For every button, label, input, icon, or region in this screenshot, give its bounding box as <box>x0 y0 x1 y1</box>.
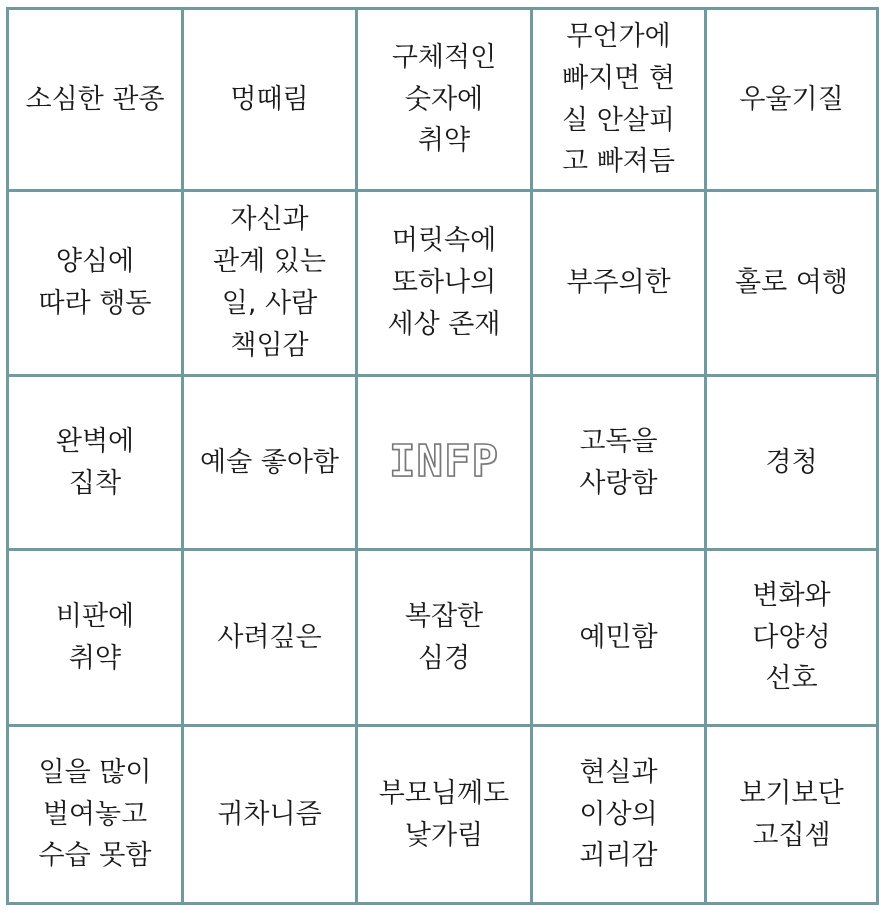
bingo-cell: 보기보단 고집셈 <box>739 777 844 851</box>
bingo-cell: 비판에 취약 <box>9 551 184 727</box>
bingo-cell: 홀로 여행 <box>707 192 876 377</box>
bingo-cell: 우울기질 <box>707 10 876 192</box>
bingo-cell: 머릿속에 또하나의 세상 존재 <box>358 192 533 377</box>
bingo-cell: 복잡한 심경 <box>358 551 533 727</box>
bingo-cell: 현실과 이상의 괴리감 <box>533 727 707 902</box>
bingo-cell: 부주의한 <box>533 192 707 377</box>
bingo-cell: 구체적인 숫자에 취약 <box>358 10 533 192</box>
bingo-cell: 완벽에 집착 <box>9 377 184 551</box>
bingo-cell: 일을 많이 벌여놓고 수습 못함 <box>9 727 184 902</box>
bingo-cell: 부모님께도 낯가림 <box>358 727 533 902</box>
bingo-cell: 양심에 따라 행동 <box>9 192 184 377</box>
bingo-cell: 소심한 관종 <box>9 10 184 192</box>
bingo-cell: 예민함 <box>533 551 707 727</box>
bingo-cell: 예술 좋아함 <box>184 377 358 551</box>
bingo-cell: 사려깊은 <box>184 551 358 727</box>
bingo-cell: 멍때림 <box>184 10 358 192</box>
bingo-cell: 고독을 사랑함 <box>533 377 707 551</box>
bingo-board <box>6 7 879 905</box>
bingo-cell: 변화와 다양성 선호 <box>707 551 876 727</box>
bingo-cell: 경청 <box>707 377 876 551</box>
bingo-cell: 귀차니즘 <box>184 727 358 902</box>
bingo-cell: 자신과 관계 있는 일, 사람 책임감 <box>184 192 358 377</box>
bingo-center-label: INFP <box>358 377 533 551</box>
bingo-cell: 무언가에 빠지면 현 실 안살피 고 빠져듬 <box>533 10 707 192</box>
